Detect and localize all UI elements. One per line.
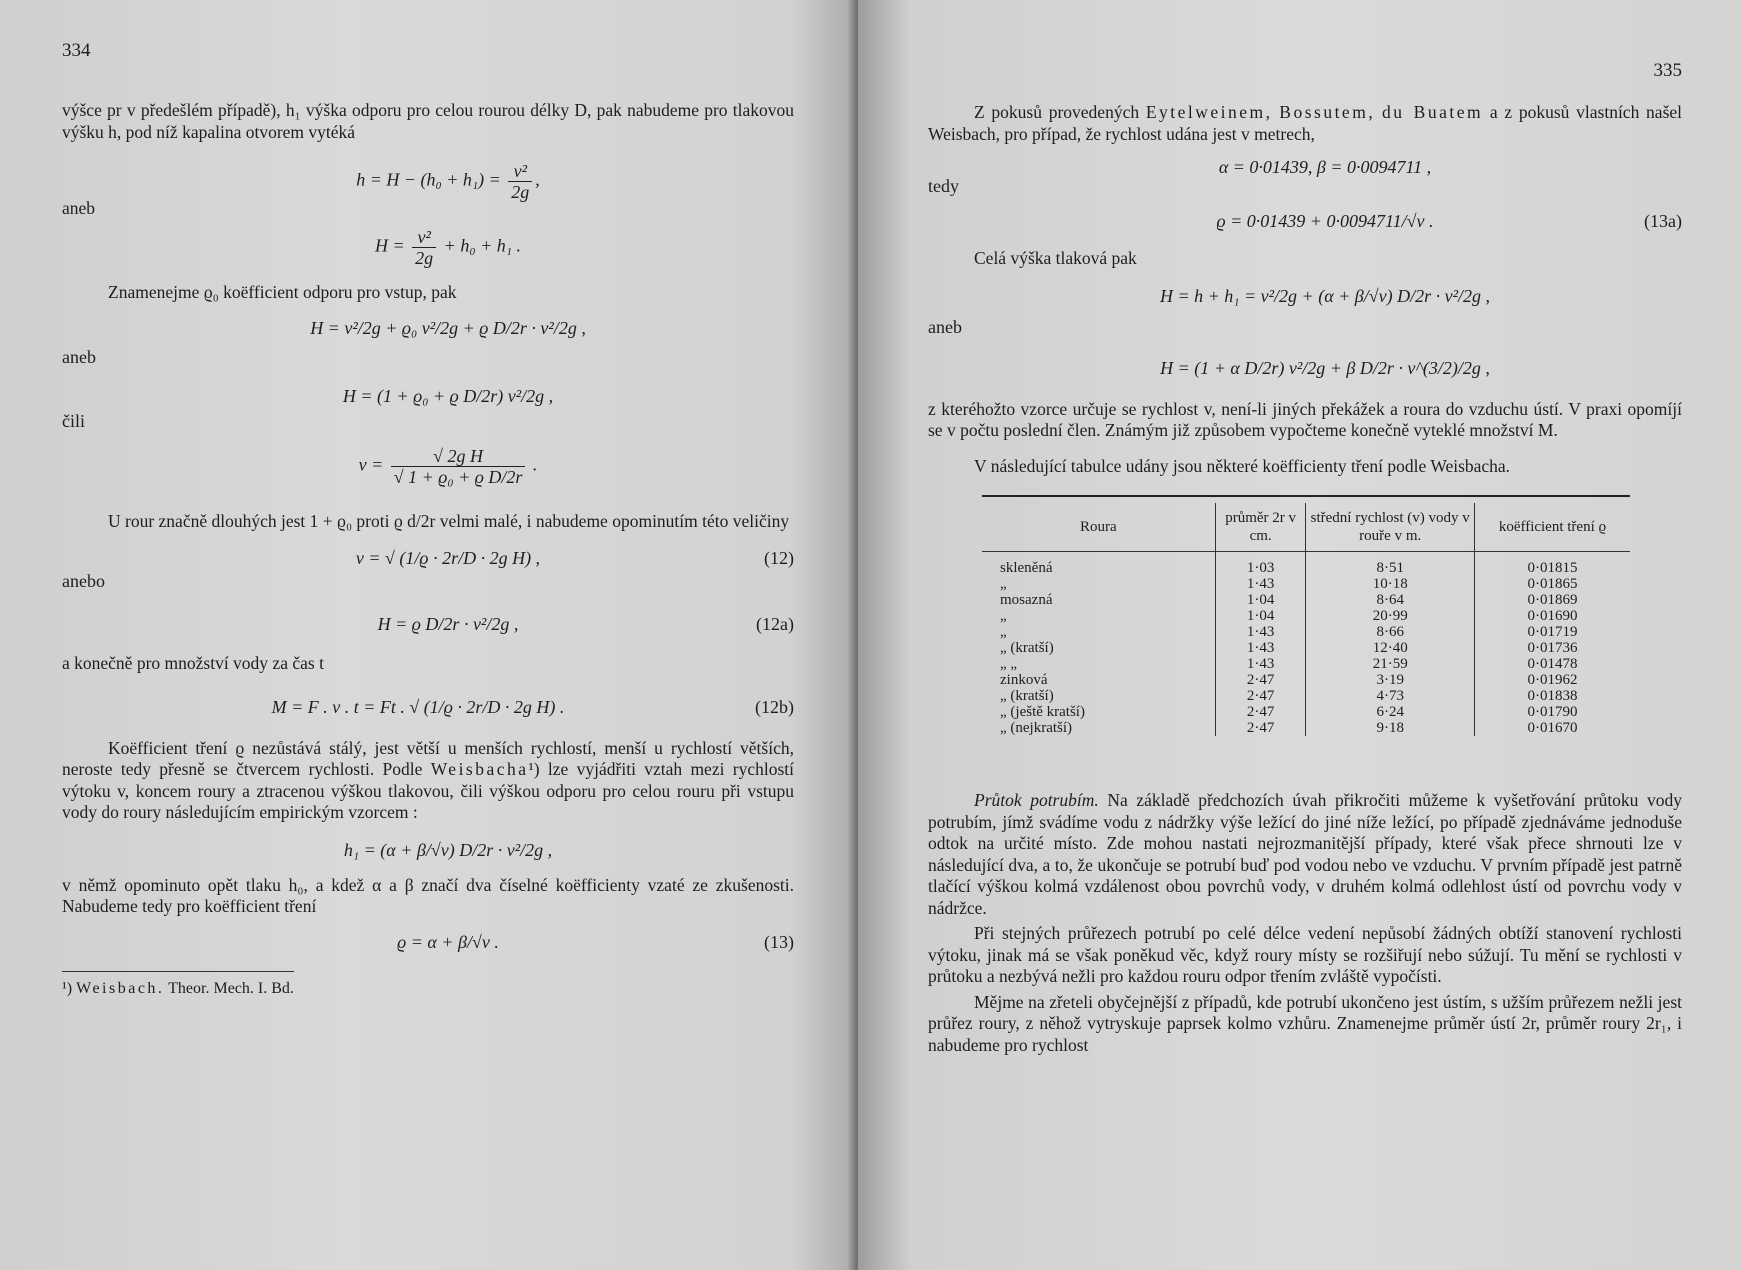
- cell-velocity: 10·18: [1306, 576, 1474, 592]
- right-paragraph-4: V následující tabulce udány jsou některé koëfficienty tření podle Weisbacha.: [974, 455, 1511, 476]
- table-row: [982, 720, 1630, 736]
- page-number-left: 334: [62, 40, 91, 61]
- cell-diameter: 1·04: [1215, 592, 1306, 608]
- equation-13: ϱ = α + β/√v . (13): [397, 931, 794, 952]
- right-paragraph-1: Z pokusů provedených Eytelweinem, Bossutem, du Buatem a z pokusů vlastních našel Weisbach, pro případ, že rychlost udána jest v metrech,: [928, 102, 1683, 144]
- cell-diameter: 1·43: [1215, 656, 1306, 672]
- cell-velocity: 8·64: [1306, 592, 1474, 608]
- equation-h: h = H − (h₀ + h₁) = $\frac{\text{v²}}{2g}$ ,: [356, 161, 540, 202]
- cell-velocity: 20·99: [1306, 608, 1474, 624]
- coefficient-table: [982, 503, 1630, 736]
- cell-coefficient: 0·01736: [1474, 640, 1630, 656]
- equation-e: v = $\frac{\text{√ 2g H}}{\text{√ 1 + ϱ₀ + ϱ D/2r}}$ .: [358, 445, 538, 487]
- table-row: [982, 576, 1630, 592]
- equation-alpha-beta: α = 0·01439, β = 0·0094711 ,: [1218, 157, 1432, 177]
- equation-H: H = $\frac{\text{v²}}{2g}$ + h₀ + h₁ .: [375, 227, 521, 268]
- table-row: [982, 608, 1630, 624]
- cell-roura: „ „: [1000, 656, 1018, 672]
- cell-velocity: 6·24: [1306, 704, 1474, 720]
- equation-12a: H = ϱ D/2r · v²/2g , (12a): [377, 614, 794, 634]
- cell-velocity: 4·73: [1306, 688, 1474, 704]
- equation-12b: M = F . v . t = Ft . √ (1/ϱ · 2r/D · 2g H) . (12b): [271, 696, 794, 717]
- column-header-diameter: průměr 2r v cm.: [1215, 503, 1306, 552]
- cell-diameter: 1·43: [1215, 640, 1306, 656]
- cell-velocity: 8·51: [1306, 552, 1474, 577]
- cell-diameter: 2·47: [1215, 688, 1306, 704]
- right-paragraph-6: Při stejných průřezech potrubí po celé délce vedení nepůsobí žádných obtíží stanovení rychlosti výtoku, jinak má se však poněkud věc, když roury místy se rozšiřují nebo súžují. Tu mění se rychlosti v průtoku a nezbývá nežli pro každou rouru odpor třením zvláště vypočísti.: [928, 923, 1682, 986]
- cell-roura: zinková: [1000, 672, 1048, 688]
- equation-f-label: aneb: [928, 316, 962, 337]
- cell-velocity: 12·40: [1306, 640, 1474, 656]
- equation-h1: h₁ = (α + β/√v) D/2r · v²/2g ,: [343, 839, 553, 860]
- cell-coefficient: 0·01962: [1474, 672, 1630, 688]
- coefficient-table-wrapper: [982, 495, 1630, 736]
- cell-velocity: 8·66: [1306, 624, 1474, 640]
- table-row: [982, 656, 1630, 672]
- table-row: [982, 592, 1630, 608]
- cell-roura: „: [1000, 624, 1007, 640]
- word-aneb-1: aneb: [62, 198, 96, 218]
- left-paragraph-1: výšce pr v předešlém případě), h₁ výška odporu pro celou rourou délky D, pak nabudeme pro tlakovou výšku h, pod níž kapalina otvorem vytéká: [62, 100, 794, 142]
- cell-velocity: 9·18: [1306, 720, 1474, 736]
- equation-f: H = h + h₁ = v²/2g + (α + β/√v) D/2r · v²/2g ,: [1159, 285, 1491, 306]
- cell-roura: „ (ještě kratší): [1000, 704, 1085, 720]
- cell-diameter: 2·47: [1215, 704, 1306, 720]
- equation-alpha-beta-label: tedy: [928, 176, 959, 196]
- cell-coefficient: 0·01790: [1474, 704, 1630, 720]
- table-row: [982, 672, 1630, 688]
- left-paragraph-2: Znamenejme ϱ₀ koëfficient odporu pro vstup, pak: [108, 282, 457, 302]
- equation-g: H = (1 + α D/2r) v²/2g + β D/2r · v^(3/2)/2g ,: [1160, 357, 1490, 378]
- cell-diameter: 1·03: [1215, 552, 1306, 577]
- left-paragraph-4: a konečně pro množství vody za čas t: [62, 653, 324, 673]
- left-page: [0, 0, 858, 1270]
- cell-roura: skleněná: [1000, 560, 1053, 576]
- cell-coefficient: 0·01670: [1474, 720, 1630, 736]
- left-paragraph-3: U rour značně dlouhých jest 1 + ϱ₀ proti ϱ d/2r velmi malé, i nabudeme opominutím této veličiny: [108, 510, 790, 531]
- table-row: [982, 704, 1630, 720]
- column-header-roura: Roura: [982, 503, 1215, 552]
- cell-coefficient: 0·01478: [1474, 656, 1630, 672]
- equation-12: v = √ (1/ϱ · 2r/D · 2g H) , (12): [355, 548, 794, 568]
- equation-d: H = (1 + ϱ₀ + ϱ D/2r) v²/2g ,: [342, 385, 554, 406]
- cell-diameter: 1·43: [1215, 624, 1306, 640]
- right-paragraph-2: Celá výška tlaková pak: [974, 248, 1137, 268]
- table-header-row: [982, 503, 1630, 552]
- cell-coefficient: 0·01869: [1474, 592, 1630, 608]
- cell-diameter: 1·04: [1215, 608, 1306, 624]
- cell-velocity: 21·59: [1306, 656, 1474, 672]
- table-row: [982, 624, 1630, 640]
- table-body: [982, 552, 1630, 737]
- right-paragraph-7: Mějme na zřeteli obyčejnější z případů, kde potrubí ukončeno jest ústím, s užším průřezem nežli jest průřez roury, z něhož vytryskuje paprsek kolmo vzhůru. Znamenejme průměr ústí 2r, průměr roury 2r₁, i nabudeme pro rychlost: [928, 991, 1682, 1055]
- cell-coefficient: 0·01719: [1474, 624, 1630, 640]
- cell-diameter: 2·47: [1215, 672, 1306, 688]
- page-number-right: 335: [1653, 60, 1682, 81]
- cell-roura: „: [1000, 576, 1007, 592]
- equation-c-label: aneb: [62, 346, 96, 367]
- right-page: [858, 0, 1742, 1270]
- cell-diameter: 2·47: [1215, 720, 1306, 736]
- column-header-coefficient: koëfficient tření ϱ: [1474, 503, 1630, 552]
- left-paragraph-5: Koëfficient tření ϱ nezůstává stálý, jest větší u menších rychlostí, menší u rychlostí větších, neroste tedy přesně se čtvercem rychlosti. Podle Weisbacha¹) lze vyjádřiti vztah mezi rychlostí výtoku v, koncem roury a ztracenou výškou tlakovou, čili výškou odporu pro celou rouru při vstupu vody do roury následujícím empirickým vzorcem :: [62, 737, 795, 822]
- cell-diameter: 1·43: [1215, 576, 1306, 592]
- table-row: [982, 640, 1630, 656]
- column-header-velocity: střední rychlost (v) vody v rouře v m.: [1306, 503, 1474, 552]
- footnote: ¹) Weisbach. Theor. Mech. I. Bd.: [62, 971, 794, 998]
- equation-c: H = v²/2g + ϱ₀ v²/2g + ϱ D/2r · v²/2g ,: [310, 317, 586, 338]
- equation-d-label: čili: [62, 410, 85, 431]
- cell-roura: „: [1000, 608, 1007, 624]
- table-row: [982, 552, 1630, 577]
- cell-roura: „ (kratší): [1000, 688, 1054, 704]
- cell-roura: mosazná: [1000, 592, 1053, 608]
- cell-velocity: 3·19: [1306, 672, 1474, 688]
- table-row: [982, 688, 1630, 704]
- left-paragraph-6: v němž opominuto opět tlaku h₀, a kdež α a β značí dva číselné koëfficienty vzaté ze zkušenosti. Nabudeme tedy pro koëfficient tření: [62, 874, 794, 916]
- equation-12-label: anebo: [62, 571, 105, 591]
- right-paragraph-3: z kteréhožto vzorce určuje se rychlost v, není-li jiných překážek a roura do vzduchu ústí. V praxi opomíjí se v počtu poslední člen. Známým již způsobem vypočteme konečně vyteklé množství M.: [928, 398, 1682, 440]
- right-paragraph-5: Průtok potrubím. Na základě předchozích úvah přikročiti můžeme k vyšetřování průtoku vody potrubím, jímž svádíme vodu z nádržky výše ležící do jiné níže ležící, po případě zjednáváme jednoduše odtok na určité místo. Zde mohou nastati nejrozmanitější případy, které však přece shrnouti lze v následující dva, a to, že ukončuje se potrubí buď pod vodou nebo ve vzduchu. V prvním případě jest patrně tlačící výškou kolmá vzdálenost obou povrchů vody, v druhém kolmá odlehlost ústí od povrchu vody v nádržce.: [928, 790, 1682, 918]
- cell-roura: „ (kratší): [1000, 640, 1054, 656]
- cell-coefficient: 0·01815: [1474, 552, 1630, 577]
- cell-coefficient: 0·01690: [1474, 608, 1630, 624]
- cell-roura: „ (nejkratší): [1000, 720, 1073, 736]
- cell-coefficient: 0·01838: [1474, 688, 1630, 704]
- equation-13a: ϱ = 0·01439 + 0·0094711/√v . (13a): [1216, 211, 1682, 231]
- cell-coefficient: 0·01865: [1474, 576, 1630, 592]
